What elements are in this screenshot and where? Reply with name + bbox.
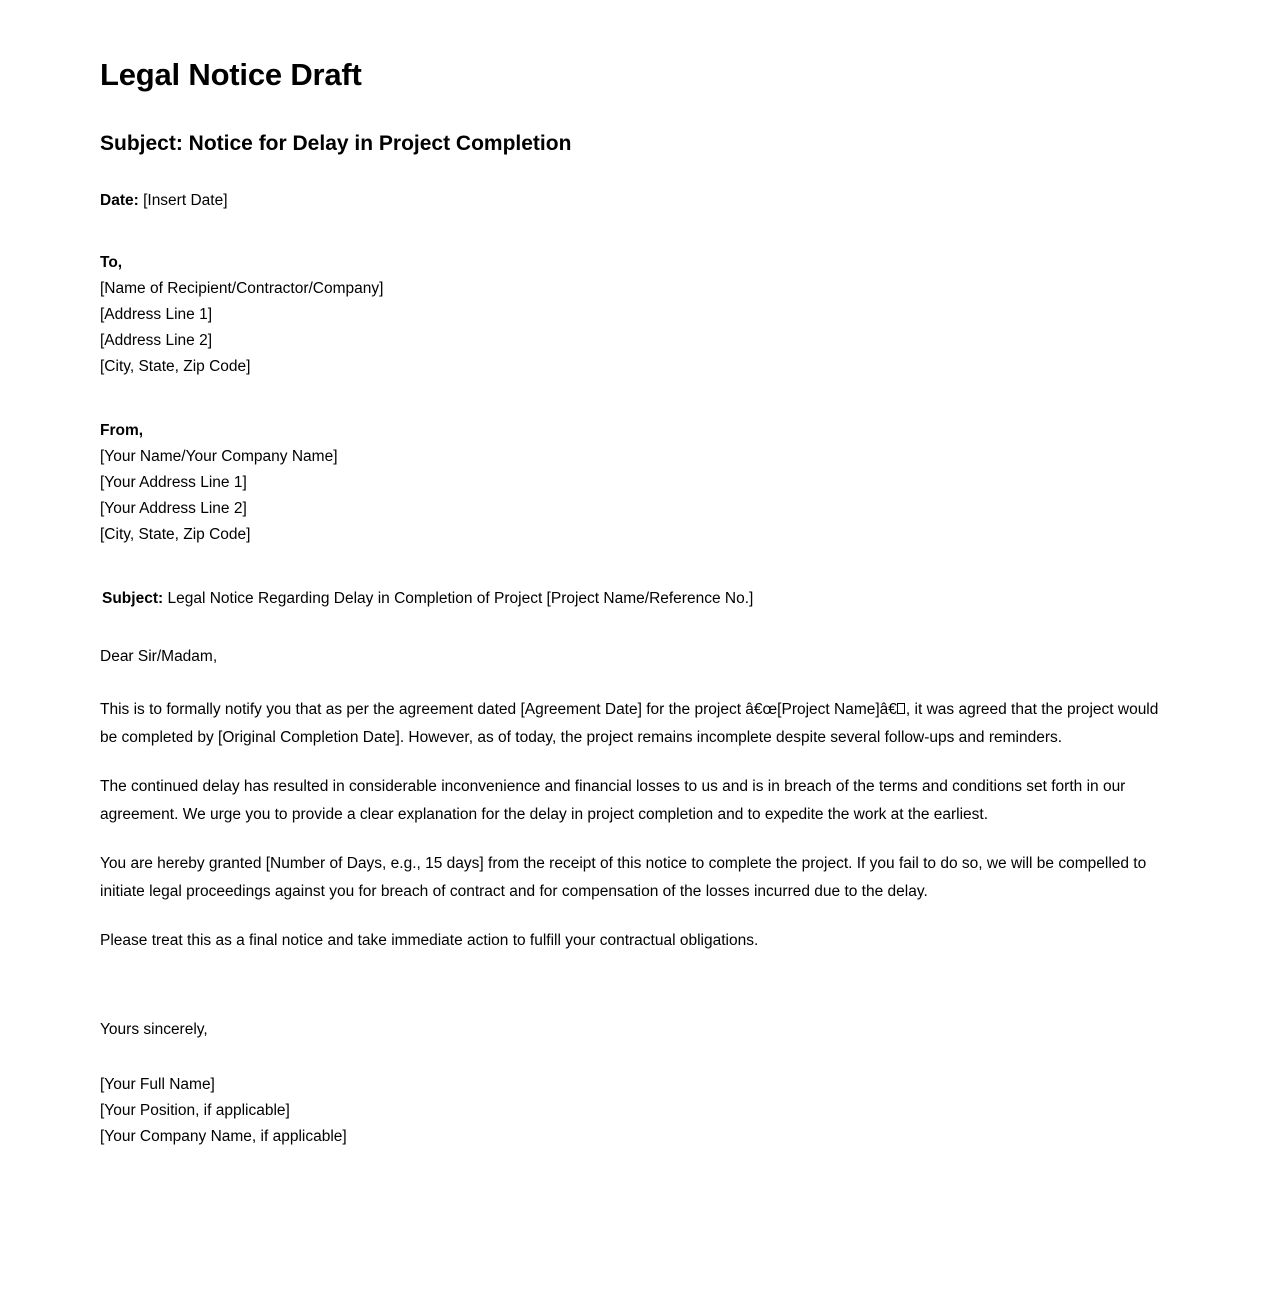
page-title: Legal Notice Draft — [100, 57, 362, 92]
date-value: [Insert Date] — [143, 192, 228, 210]
body-paragraph-4: Please treat this as a final notice and take immediate action to fulfill your contractual obligations. — [100, 932, 759, 950]
recipient-line: [City, State, Zip Code] — [100, 358, 251, 376]
signature-line: [Your Company Name, if applicable] — [100, 1128, 347, 1146]
date-label: Date: — [100, 192, 139, 210]
subject-value: Legal Notice Regarding Delay in Completion of Project [Project Name/Reference No.] — [167, 590, 754, 608]
sender-line: [Your Name/Your Company Name] — [100, 448, 338, 466]
document-subtitle: Subject: Notice for Delay in Project Completion — [100, 132, 572, 156]
salutation: Dear Sir/Madam, — [100, 648, 218, 666]
subject-label: Subject: — [102, 590, 164, 608]
sender-line: [Your Address Line 2] — [100, 500, 247, 518]
recipient-block — [100, 250, 1180, 380]
recipient-heading: To, — [100, 254, 123, 272]
body-paragraph-1-part-2: , it was agreed that the project would be completed by [Original Completion Date]. However, as of today, the project remains incomplete despite several follow-ups and reminders. — [100, 701, 1159, 747]
recipient-line: [Name of Recipient/Contractor/Company] — [100, 280, 384, 298]
sender-line: [Your Address Line 1] — [100, 474, 247, 492]
body-paragraph-1 — [100, 696, 1172, 752]
signature-line: [Your Position, if applicable] — [100, 1102, 290, 1120]
sender-line: [City, State, Zip Code] — [100, 526, 251, 544]
date-line — [100, 188, 1180, 214]
recipient-line: [Address Line 2] — [100, 332, 213, 350]
body-paragraph-2: The continued delay has resulted in considerable inconvenience and financial losses to us and is in breach of the terms and conditions set forth in our agreement. We urge you to provide a clear explanation for the delay in project completion and to expedite the work at the earliest. — [100, 778, 1126, 824]
signature-line: [Your Full Name] — [100, 1076, 215, 1094]
body-paragraph-1-part-1: This is to formally notify you that as per the agreement dated [Agreement Date] for the project â€œ[Project Name]â€ — [100, 701, 897, 719]
body-paragraph-3: You are hereby granted [Number of Days, e.g., 15 days] from the receipt of this notice to complete the project. If you fail to do so, we will be compelled to initiate legal proceedings against you for breach of contract and for compensation of the losses incurred due to the delay. — [100, 855, 1147, 901]
sender-block — [100, 418, 1180, 548]
subject-line — [100, 586, 1180, 612]
closing-line: Yours sincerely, — [100, 1021, 208, 1039]
signature-block — [100, 1072, 1180, 1150]
sender-heading: From, — [100, 422, 144, 440]
recipient-line: [Address Line 1] — [100, 306, 213, 324]
replacement-glyph-icon — [897, 703, 905, 714]
